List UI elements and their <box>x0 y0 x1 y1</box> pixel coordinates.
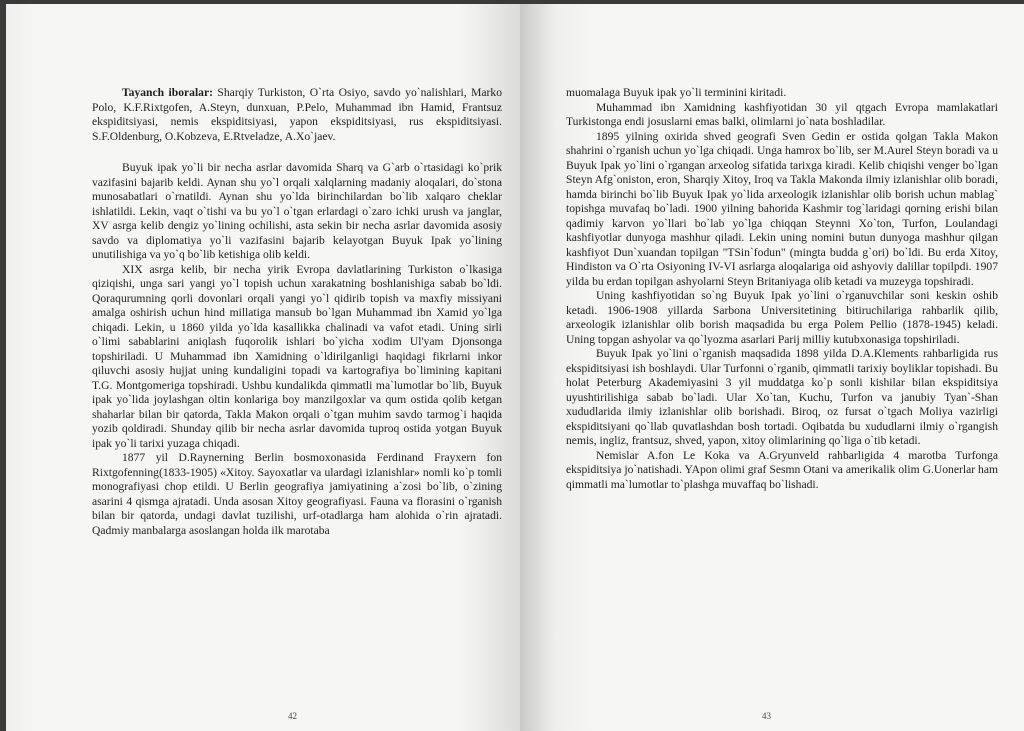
keywords-text: Sharqiy Turkiston, O`rta Osiyo, savdo yo`nalishlari, Marko Polo, K.F.Rixtgofen, A.Steyn, dunxuan, P.Pelo, Muhammad ibn Hamid, Frantsuz ekspiditsiyasi, nemis ekspiditsiyasi, yapon ekspiditsiyasi, rus ekspiditsiyasi. S.F.Oldenburg, O.Kobzeva, E.Rtveladze, A.Xo`jaev. <box>92 86 502 143</box>
keywords-paragraph <box>92 86 502 144</box>
right-paragraph-4: Uning kashfiyotidan so`ng Buyuk Ipak yo`lini o`rganuvchilar soni keskin oshib ketadi. 1906-1908 yillarda Sarbona Universitetining bitiruchilariga rahbarlik qilib, arxeologik izlanishlar olib borish maqsadida bu erga Polem Pellio (1878-1945) keladi. Uning topgan ashyolar va qo`lyozma asarlari Parij milliy kutubxonasiga topshiriladi. <box>566 289 998 346</box>
left-page <box>6 4 520 731</box>
right-paragraph-3: 1895 yilning oxirida shved geografi Sven Gedin er ostida qolgan Takla Makon shahrini o`rganish uchun yo`lga chiqadi. Unga hamrox bo`lib, ser M.Aurel Steyn boradi va u Buyuk Ipak yo`lini o`rgangan arxeolog sifatida tarixga kiradi. Kelib chiqishi venger bo`lgan Steyn Afg`oniston, eron, Sharqiy Xitoy, Iroq va Takla Makonda ilmiy izlanishlar olib boradi, hamda birinchi bo`lib Buyuk Ipak yo`lida arxeologik izlanishlar olib borish uchun mablag` topishga muvafaq bo`ladi. 1900 yilning bahorida Kashmir tog`laridagi qorning erishi bilan qadimiy karvon yo`llari bo`lab yo`lga chiqqan Steynni Xo`ton, Turfon, Loulandagi kashfiyotlar dunyoga mashhur qiladi. Lekin uning nomini butun dunyoga mashhur qilgan kashfiyot Dun`xuandan topilgan "TSin`fodun" (mingta budda g`ori) bo`ldi. Bu erda Xitoy, Hindiston va O`rta Osiyoning IV-VI asrlarga aloqalariga oid ashyoviy dalillar topilpdi. 1907 yilda bu erdan topilgan ashyolarni Steyn Britaniyaga olib ketadi va muzeyga topshiradi. <box>566 129 998 288</box>
right-paragraph-2: Muhammad ibn Xamidning kashfiyotidan 30 yil qtgach Evropa mamlakatlari Turkistonga endi josuslarni emas balki, olimlarni jo`nata boshladilar. <box>566 100 998 128</box>
right-page-text <box>566 86 998 492</box>
right-paragraph-6: Nemislar A.fon Le Koka va A.Gryunveld rahbarligida 4 marotba Turfonga ekspiditsiya jo`natishadi. YApon olimi graf Sesmn Otani va amerikalik olim G.Uonerlar ham qimmatli ma`lumotlar to`plashga muvaffaq bo`lishadi. <box>566 448 998 491</box>
left-paragraph-3: 1877 yil D.Raynerning Berlin bosmoxonasida Ferdinand Frayxern fon Rixtgofenning(1833-1905) «Xitoy. Sayoxatlar va ulardagi izlanishlar» nomli ko`p tomli monografiyasi chop etildi. U Berlin geografiya jamiyatining a`zosi bo`lib, o`zining asarini 4 qismga ajratadi. Unda asosan Xitoy geografiyasi. Fauna va florasini o`rganish bilan bir qatorda, undagi davlat tuzilishi, urf-otadlarga ham alohida o`rin ajratadi. Qadmiy manbalarga asoslangan holda ilk marotaba <box>92 451 502 537</box>
left-paragraph-1: Buyuk ipak yo`li bir necha asrlar davomida Sharq va G`arb o`rtasidagi ko`prik vazifasini bajarib keldi. Aynan shu yo`l orqali xalqlarning madaniy aloqalari, do`stona munosabatlari o`rnatildi. Aynan shu yo`lda birinchilardan bo`lib xalqaro cheklar ishlatildi. Lekin, vaqt o`tishi va bu yo`l o`tgan erlardagi o`zaro ichki urush va janglar, XV asrga kelib dengiz yo`lining ochilishi, asta sekin bir necha asrlar davomida asosiy savdo va diplomatiya yo`li vazifasini bajarib kelayotgan Buyuk Ipak yo`lining unutilishiga va yo`q bo`lib ketishiga olib keldi. <box>92 161 502 261</box>
right-page-number: 43 <box>762 711 771 721</box>
keywords-label: Tayanch iboralar: <box>122 86 213 99</box>
right-paragraph-1: muomalaga Buyuk ipak yo`li terminini kiritadi. <box>566 86 787 99</box>
left-paragraph-2: XIX asrga kelib, bir necha yirik Evropa davlatlarining Turkiston o`lkasiga qiziqishi, unga sari yangi yo`l topish uchun xarakatning boshlanishiga sabab bo`ldi. Qoraqurumning qorli dovonlari orqali yangi yo`l qidirib topish va maxfiy missiyani amalga oshirish uchun hind millatiga mansub bo`lgan Muhammad ibn Xamid yo`lga chiqadi. Lekin, u 1860 yilda yo`lda kasallikka chalinadi va vafot etadi. Uning sirli o`limi sabablarini aniqlash fuqorolik ishlari bo`yicha xodim Ul'yam Djonsonga topshiriladi. U Muhammad ibn Xamidning o`ldirilganligi haqidagi fikrlarni inkor qiluvchi asosiy hujjat uning kundaligini topadi va kartografiya bo`limining kapitani T.G. Montgomeriga topshiradi. Ushbu kundalikda qimmatli ma`lumotlar bo`lib, Buyuk ipak yo`lida joylashgan oltin konlariga boy manzilgoxlar va qum ostida qolib ketgan shaharlar bilan bir qatorda, Takla Makon orqali o`tgan muhim savdo tarmog`i haqida yozib qoldiradi. Shunday qilib bir necha asrlar davomida tuproq ostida yotgan Buyuk ipak yo`li tarixi yuzaga chiqadi. <box>92 262 502 450</box>
left-page-number: 42 <box>288 711 297 721</box>
right-paragraph-5: Buyuk Ipak yo`lini o`rganish maqsadida 1898 yilda D.A.Klements rahbarligida rus ekspiditsiyasi ish boshlaydi. Ular Turfonni o`rganib, qimmatli tarixiy boyliklar topishadi. Bu holat Peterburg Akademiyasini 3 yil muddatga ko`p sonli kishilar bilan ekspiditsiya uyushtirilishiga sabab bo`ladi. Ular Xo`tan, Kuchu, Turfon va janubiy Tyan`-Shan xududlarida ilmiy izlanishlar olib borishadi. Biroq, oz fursat o`tgach Moliya vazirligi ekspiditsiyani qo`llab quvatlashdan bosh tortadi. Oqibatda bu xududlarni ilmiy o`rgangish nemis, ingliz, frantsuz, shved, yapon, xitoy olimlarining qo`liga o`tib ketadi. <box>566 347 998 447</box>
right-page <box>520 4 1024 731</box>
left-page-text <box>92 86 502 538</box>
